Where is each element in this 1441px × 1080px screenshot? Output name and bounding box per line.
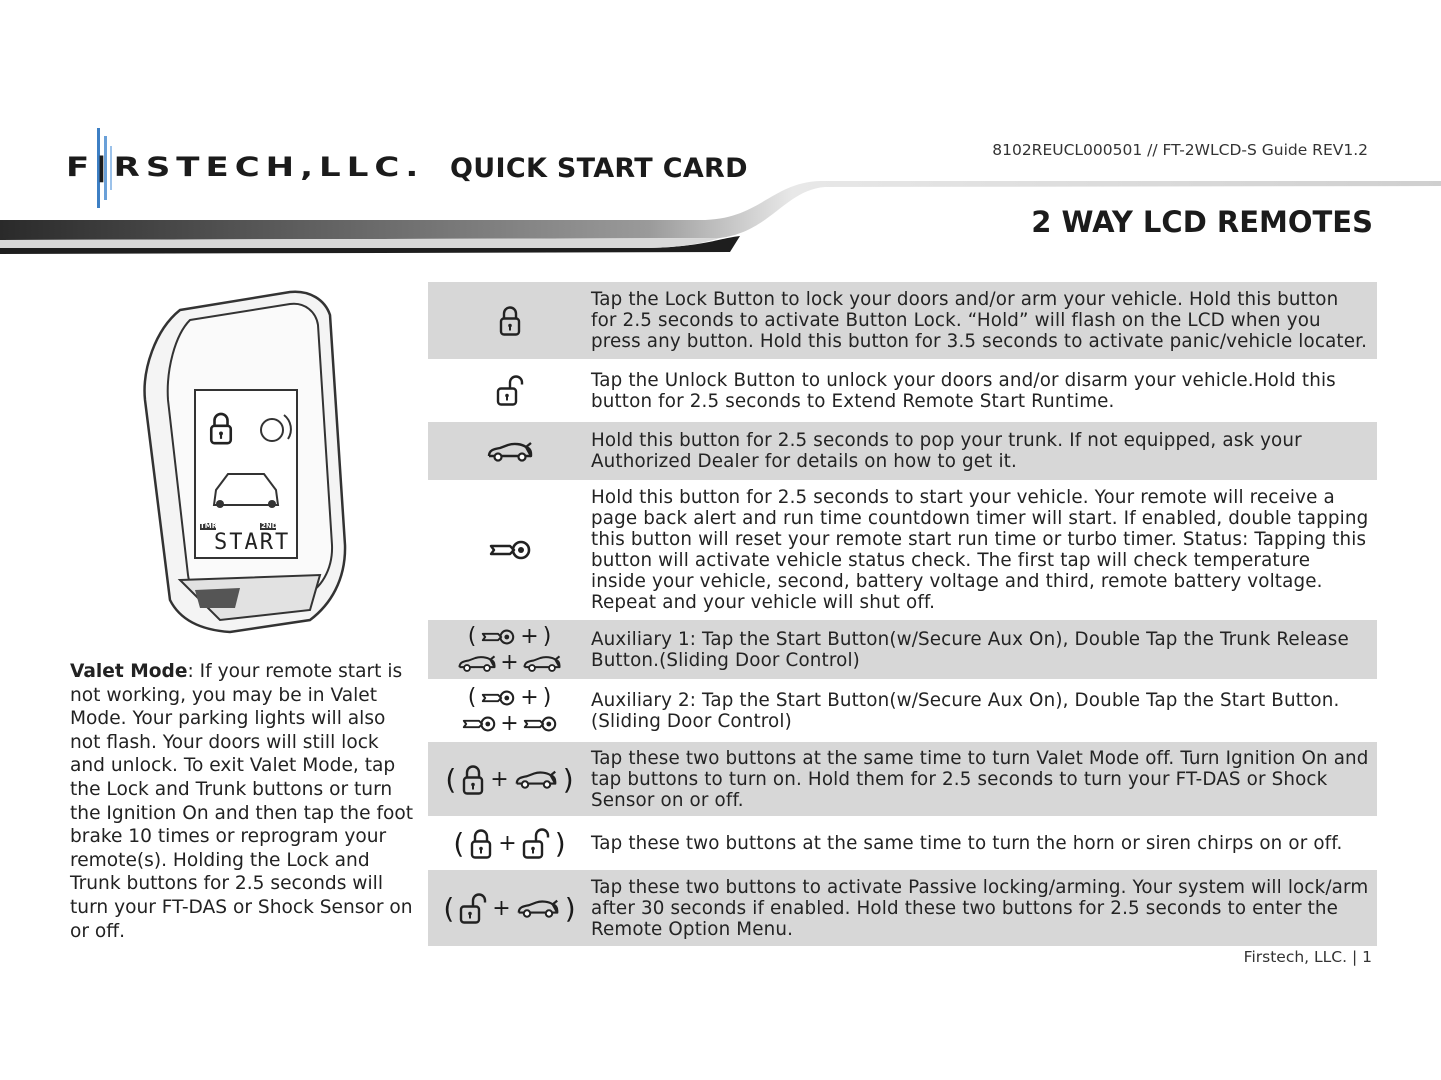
brand-name: F|RSTECH,LLC. — [66, 152, 425, 184]
table-row — [428, 820, 1377, 866]
lock-icon — [428, 304, 591, 337]
page-footer: Firstech, LLC. | 1 — [1243, 948, 1372, 966]
lcd-label-2nd: 2ND — [261, 522, 278, 530]
row-description: Tap the Unlock Button to unlock your doors and/or disarm your vehicle.Hold this button for 2.5 seconds to Extend Remote Start Runtime. — [591, 369, 1336, 412]
unlock-icon — [428, 374, 591, 407]
start-key-icon — [428, 540, 591, 560]
row-description: Hold this button for 2.5 seconds to start your vehicle. Your remote will receive a page back alert and run time countdown timer will start. If enabled, double tapping this button will reset your remote start run time or turbo timer. Status: Tapping this button will activate vehicle status check. The first tap will check temperature inside your vehicle, second, battery voltage and third, remote battery voltage. Repeat and your vehicle will shut off. — [591, 487, 1369, 613]
open-paren: ( — [445, 762, 457, 796]
open-paren: ( — [467, 684, 477, 710]
unlock-trunk-combo-icon — [428, 892, 591, 925]
plus-sign: + — [500, 649, 519, 675]
close-paren: ) — [542, 684, 552, 710]
document-id: 8102REUCL000501 // FT-2WLCD-S Guide REV1.2 — [992, 141, 1368, 159]
close-paren: ) — [562, 762, 574, 796]
open-paren: ( — [453, 826, 465, 860]
plus-sign: + — [520, 623, 539, 649]
row-description: Auxiliary 1: Tap the Start Button(w/Secure Aux On), Double Tap the Trunk Release Button.(Sliding Door Control) — [591, 628, 1349, 671]
card-title: QUICK START CARD — [450, 153, 748, 184]
row-description: Tap these two buttons at the same time to turn the horn or siren chirps on or off. — [591, 832, 1343, 854]
row-description: Tap the Lock Button to lock your doors and/or arm your vehicle. Hold this button for 2.5 seconds to activate Button Lock. “Hold” will flash on the LCD when you press any button. Hold this button for 3.5 seconds to activate panic/vehicle locater. — [591, 289, 1368, 352]
row-description: Hold this button for 2.5 seconds to pop your trunk. If not equipped, ask your Authorized Dealer for details on how to get it. — [591, 430, 1302, 472]
row-description: Auxiliary 2: Tap the Start Button(w/Secure Aux On), Double Tap the Start Button. (Sliding Door Control) — [591, 689, 1340, 732]
section-title: 2 WAY LCD REMOTES — [1031, 205, 1373, 239]
row-description: Tap these two buttons to activate Passive locking/arming. Your system will lock/arm after 30 seconds if enabled. Hold these two buttons for 2.5 seconds to enter the Remote Option Menu. — [591, 876, 1369, 940]
table-row — [428, 363, 1377, 418]
remote-illustration — [140, 290, 350, 635]
lcd-screen-text: START — [214, 530, 291, 555]
valet-mode-note — [70, 660, 418, 943]
table-row — [428, 620, 1377, 679]
lcd-label-tmr: TMR — [200, 522, 218, 530]
button-function-table — [428, 282, 1377, 946]
table-row — [428, 484, 1377, 616]
plus-sign: + — [520, 684, 539, 710]
plus-sign: + — [490, 766, 509, 792]
table-row — [428, 742, 1377, 816]
open-paren: ( — [443, 891, 455, 925]
open-paren: ( — [467, 623, 477, 649]
table-row — [428, 870, 1377, 946]
close-paren: ) — [554, 826, 566, 860]
valet-mode-body: : If your remote start is not working, you may be in Valet Mode. Your parking lights will also not flash. Your doors will still lock and unlock. To exit Valet Mode, tap the Lock and Trunk buttons or turn the Ignition On and then tap the foot brake 10 times or reprogram your remote(s). Holding the Lock and Trunk buttons for 2.5 seconds will turn your FT-DAS or Shock Sensor on or off. — [70, 661, 414, 942]
table-row — [428, 422, 1377, 480]
plus-sign: + — [498, 830, 517, 856]
table-row — [428, 683, 1377, 738]
valet-mode-title: Valet Mode — [70, 661, 188, 682]
lock-unlock-combo-icon — [428, 827, 591, 860]
table-row — [428, 282, 1377, 359]
trunk-icon — [428, 439, 591, 463]
close-paren: ) — [542, 623, 552, 649]
close-paren: ) — [564, 891, 576, 925]
lock-trunk-combo-icon — [428, 763, 591, 796]
row-description: Tap these two buttons at the same time to turn Valet Mode off. Turn Ignition On and tap buttons to turn on. Hold them for 2.5 seconds to turn your FT-DAS or Shock Sensor on or off. — [591, 747, 1369, 811]
plus-sign: + — [492, 895, 511, 921]
aux2-combo-icon — [428, 684, 591, 736]
plus-sign: + — [500, 710, 519, 736]
aux1-combo-icon — [428, 623, 591, 675]
